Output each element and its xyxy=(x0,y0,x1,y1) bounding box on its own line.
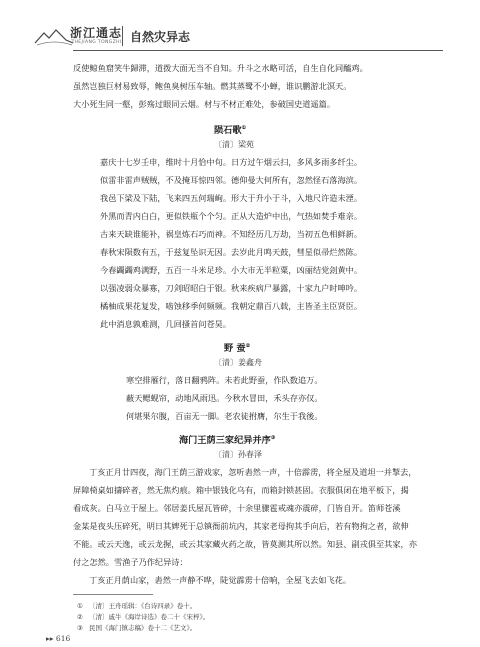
poem-line: 何堪果尔腹，百亩无一脚。老农徒拊膺，尔生于我後。 xyxy=(126,411,323,421)
text-line: 不能。或云天逸，或云龙握，或云其家藏火药之故，皆莫测其所以然。知县、副戎俱至其家，亦 xyxy=(73,539,417,549)
text-line: 丁亥正月廿四夜，海门王荫三游戏家，忽听砉然一声，十倍霹雳，将全屋及道坦一并掣去， xyxy=(89,467,417,477)
page-number: ▸▸ 616 xyxy=(46,634,71,643)
poem-author: 〔清〕梁苑 xyxy=(214,140,254,149)
footnote-rule xyxy=(73,594,153,595)
poem-line: 我邑下梁及下陆，飞来四五何瑞峋。形大于升小于斗，入地尺许造未湮。 xyxy=(100,193,363,203)
footnote: ① 〔清〕王舟瑶辑：《台诗四录》卷十。 xyxy=(77,602,197,610)
poem-line: 今春蠲蠲鸡满野，五百一斗米足珍。小大市无半粒粟，凶丽结党刽黄中。 xyxy=(100,265,363,275)
poem-line: 古来天缺谁能补，祸皇炼石巧而神。不知经历几万劫，当初五色相鲜新。 xyxy=(100,229,363,239)
poem-line: 此中消息孰难测，几回搔首问苍昊。 xyxy=(100,319,232,329)
poem-author: 〔清〕孙春泽 xyxy=(214,450,262,459)
header-divider xyxy=(122,26,123,46)
text-line: 屏障椅桌如擣碎者，然无焦灼痕。箱中银钱化乌有，而箱封锁甚固。衣服俱闭在地平板下，揭 xyxy=(73,485,409,495)
poem-line: 橘柚成果花复发，啮蚀移季何频频。我朝定鼎百八载，主皆圣主臣贤臣。 xyxy=(100,301,363,311)
poem-line: 蔽天鳃蚬帘，动地风雨迅。今秋水冒田，禾头存亦仅。 xyxy=(126,393,323,403)
poem-line: 寒空排雁行，落日翻鸦阵。未若此野蚕，作队数追万。 xyxy=(126,375,323,385)
poem-line: 以强凌弱众暴寡，刀剑昭昭白于银。秋来疾病尸暴露，十家九户时呻吟。 xyxy=(100,283,363,293)
footnote: ③ 民国《海门镇志稿》卷十二《艺文》。 xyxy=(77,624,197,632)
text-line: 付之怎然。雪渔子乃作纪异诗： xyxy=(73,557,188,567)
text-line: 虽然岂独巨材易致辱，鲍鱼臭树压车轴。燃其蒸鹭不小蝉，谁识鹏游北溟天。 xyxy=(73,81,352,91)
section-title: 自然灾异志 xyxy=(130,30,191,44)
mountain-logo-icon xyxy=(34,27,74,47)
poem-line: 似雷非雷声贼贼，不及掩耳惊四邻。德仰曼大何所有，忽然怪石落海滨。 xyxy=(100,175,363,185)
footnote: ② 〔清〕戚牛《海岸诗选》卷二十《宋梓》。 xyxy=(77,613,210,621)
poem-title: 海门王荫三家纪异并序③ xyxy=(179,434,276,446)
poem-title: 陨石歌① xyxy=(214,124,247,136)
footnote-marker: ③ xyxy=(270,434,276,441)
text-line: 丁亥正月荫山家，砉然一声静不哗，陡觉霹雳十倍响，全屋飞去如飞花。 xyxy=(89,575,352,585)
poem-line: 嘉庆十七岁壬申，维时十月恰中旬。日方过午烟云扫，多风多雨多纤尘。 xyxy=(100,157,363,167)
poem-line: 外黑而青内白白，更似铁瓶个个匀。正从大造炉中出，气热如焚手难亲。 xyxy=(100,211,363,221)
brand-title: 浙江通志 xyxy=(70,26,123,40)
poem-title: 野 蚕② xyxy=(224,342,251,354)
footnote-marker: ② xyxy=(245,342,251,349)
header-rule xyxy=(73,50,443,51)
poem-author: 〔清〕姜鑫舟 xyxy=(214,358,262,367)
text-line: 大小死生同一壑，彭殇过眼同云烟。材与不材正难处，参破国史道遥篇。 xyxy=(73,99,336,109)
footnote-marker: ① xyxy=(241,124,247,131)
text-line: 看成灰。白马立于屋上。邻居姜氏屋瓦皆碎，十余里骤雹戒魂亦震碎，门皆自开。笛师苍溪 xyxy=(73,503,401,513)
text-line: 金某是夜头压碎死，明日其婢死于总镇衙前坑内，其家老母拘其手向后，若有物拘之者，欲伸 xyxy=(73,521,409,531)
text-line: 反使鲸鱼窟笑牛歸滞，道拨大面无当不自知。升斗之水略可活，自生自化同醯鸡。 xyxy=(73,63,368,73)
brand-subtitle: ZHEJIANG TONGZHI xyxy=(71,40,122,45)
poem-line: 春秋宋陨数有五，于兹复坠识无因。去岁此月鸣天鼓，彗星似帚烂然陈。 xyxy=(100,247,363,257)
page-header xyxy=(0,0,480,60)
